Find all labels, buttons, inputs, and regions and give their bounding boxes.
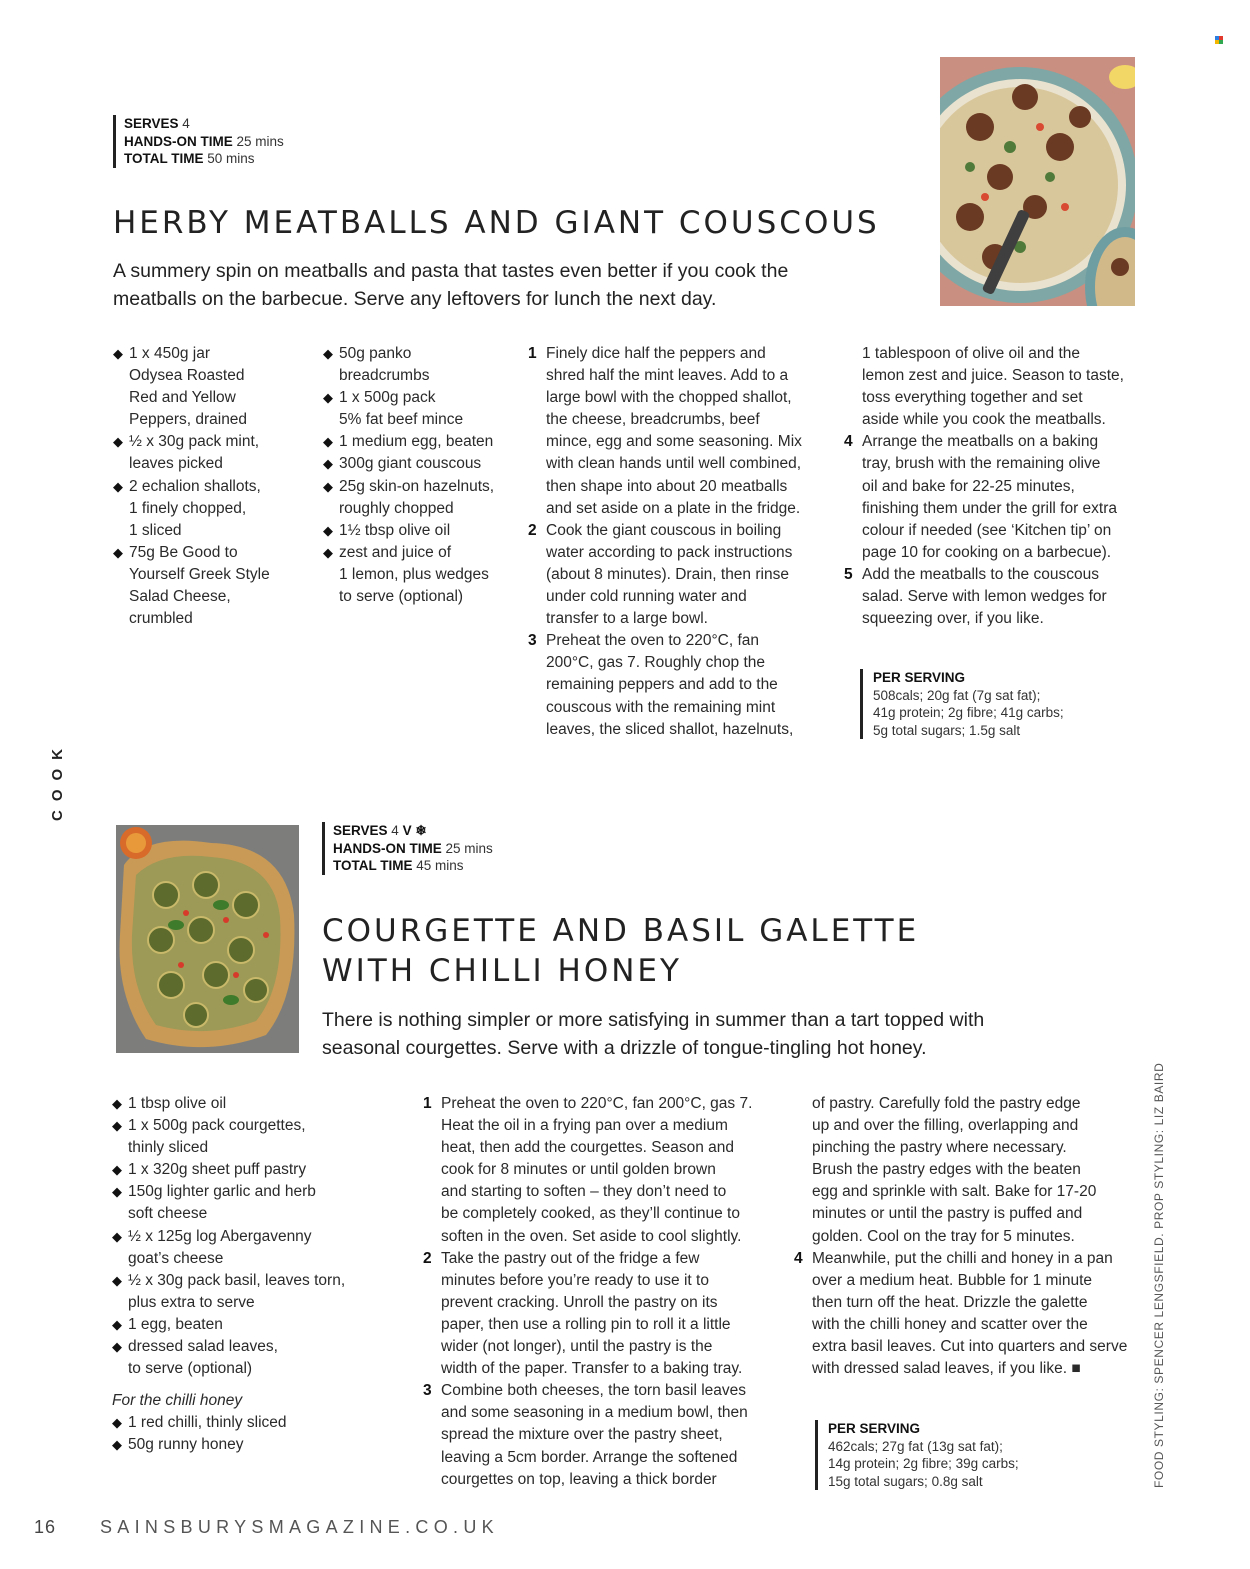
text-line: toss everything together and set — [862, 389, 1083, 407]
ingredient-item — [112, 1226, 402, 1270]
title-line: COURGETTE AND BASIL GALETTE — [322, 913, 920, 949]
ingredient-item — [112, 1093, 402, 1115]
bullet-icon: ◆ — [323, 456, 333, 472]
recipe1-ingredients-a — [113, 343, 313, 630]
ingredient-item — [112, 1115, 402, 1159]
text-line: paper, then use a rolling pin to roll it a little — [441, 1315, 731, 1333]
ingredient-item — [113, 476, 313, 542]
text-line: Preheat the oven to 220°C, fan 200°C, gas 7. — [441, 1095, 753, 1112]
intro-line: meatballs on the barbecue. Serve any leftovers for lunch the next day. — [113, 288, 717, 310]
total-value: 50 mins — [207, 151, 255, 166]
recipe2-meta — [322, 822, 582, 875]
per-serving-label: PER SERVING — [873, 670, 966, 685]
recipe1-meta — [113, 115, 373, 168]
text-line: colour if needed (see ‘Kitchen tip’ on — [862, 521, 1112, 539]
ingredient-item — [323, 431, 523, 453]
bullet-icon: ◆ — [323, 544, 333, 560]
method-step — [528, 343, 838, 520]
corner-mark — [1215, 31, 1223, 39]
text-line: salad. Serve with lemon wedges for — [862, 588, 1107, 606]
ingredient-item — [323, 343, 523, 387]
recipe1-method-b — [844, 343, 1154, 630]
text-line: shred half the mint leaves. Add to a — [546, 367, 789, 385]
text-line: and starting to soften – they don’t need to — [441, 1183, 727, 1201]
text-line: 300g giant couscous — [339, 455, 482, 473]
recipe1-method-a — [528, 343, 838, 741]
bullet-icon: ◆ — [112, 1339, 122, 1355]
serves-value: 4 — [182, 116, 190, 131]
per-serving-line: 41g protein; 2g fibre; 41g carbs; — [873, 705, 1064, 720]
text-line: 75g Be Good to — [129, 543, 238, 561]
text-line: Red and Yellow — [129, 389, 236, 407]
text-line: pinching the pastry where necessary. — [812, 1139, 1067, 1157]
text-line: tray, brush with the remaining olive — [862, 455, 1101, 473]
text-line: leaves, the sliced shallot, hazelnuts, — [546, 720, 794, 738]
bullet-icon: ◆ — [113, 544, 123, 560]
text-line: then shape into about 20 meatballs — [546, 477, 788, 495]
intro-line: There is nothing simpler or more satisfying in summer than a tart topped with — [322, 1009, 985, 1031]
ingredient-item — [323, 520, 523, 542]
intro-line: seasonal courgettes. Serve with a drizzle of tongue-tingling hot honey. — [322, 1037, 927, 1059]
step-number: 1 — [528, 345, 537, 362]
text-line: to serve (optional) — [128, 1360, 253, 1378]
step-number: 4 — [794, 1249, 803, 1267]
text-line: Heat the oil in a frying pan over a medium — [441, 1117, 728, 1135]
ingredient-item — [323, 542, 523, 608]
bullet-icon: ◆ — [323, 346, 333, 361]
step-number: 1 — [423, 1095, 432, 1112]
bullet-icon: ◆ — [112, 1162, 122, 1178]
text-line: leaving a 5cm border. Arrange the softened — [441, 1448, 738, 1466]
handson-label: HANDS-ON TIME — [124, 133, 233, 149]
text-line: remaining peppers and add to the — [546, 676, 778, 694]
text-line: Combine both cheeses, the torn basil leaves — [441, 1382, 747, 1400]
text-line: mince, egg and some seasoning. Mix — [546, 433, 802, 451]
per-serving-line: 462cals; 27g fat (13g sat fat); — [828, 1438, 1003, 1454]
text-line: up and over the filling, overlapping and — [812, 1117, 1079, 1135]
text-line: egg and sprinkle with salt. Bake for 17-20 — [812, 1183, 1097, 1201]
ingredient-item — [113, 343, 313, 431]
text-line: extra basil leaves. Cut into quarters and serve — [812, 1338, 1128, 1356]
text-line: 1 tablespoon of olive oil and the — [862, 345, 1081, 362]
text-line: 150g lighter garlic and herb — [128, 1183, 316, 1201]
text-line: over a medium heat. Bubble for 1 minute — [812, 1271, 1093, 1289]
ingredient-item — [112, 1412, 402, 1434]
recipe2-per-serving — [815, 1420, 1085, 1490]
text-line: 25g skin-on hazelnuts, — [339, 477, 495, 495]
text-line: Preheat the oven to 220°C, fan — [546, 632, 760, 650]
ingredient-item — [323, 387, 523, 431]
text-line: large bowl with the chopped shallot, — [546, 389, 792, 407]
text-line: 1 x 320g sheet puff pastry — [128, 1161, 307, 1179]
text-line: leaves picked — [129, 455, 223, 473]
text-line: 1 lemon, plus wedges — [339, 565, 489, 583]
text-line: Arrange the meatballs on a baking — [862, 433, 1099, 451]
text-line: golden. Cool on the tray for 5 minutes. — [812, 1227, 1075, 1245]
text-line: 50g runny honey — [128, 1436, 244, 1454]
method-step — [528, 630, 838, 740]
ingredient-item — [112, 1314, 402, 1336]
text-line: 200°C, gas 7. Roughly chop the — [546, 654, 766, 672]
text-line: thinly sliced — [128, 1139, 209, 1157]
text-line: squeezing over, if you like. — [862, 610, 1044, 628]
recipe1-ingredients-b — [323, 343, 523, 608]
text-line: be completely cooked, as they’ll continue to — [441, 1205, 740, 1223]
method-step — [844, 431, 1154, 564]
text-line: Yourself Greek Style — [129, 565, 270, 583]
ingredient-item — [112, 1270, 402, 1314]
text-line: 1 x 450g jar — [129, 345, 210, 362]
text-line: prevent cracking. Unroll the pastry on its — [441, 1293, 718, 1311]
chilli-honey-subheading: For the chilli honey — [112, 1392, 243, 1410]
text-line: 1 finely chopped, — [129, 499, 247, 517]
bullet-icon: ◆ — [323, 434, 333, 450]
text-line: the cheese, breadcrumbs, beef — [546, 411, 760, 429]
text-line: (about 8 minutes). Drain, then rinse — [546, 565, 789, 583]
text-line: with dressed salad leaves, if you like. ■ — [812, 1360, 1081, 1378]
text-line: ½ x 30g pack mint, — [129, 433, 260, 451]
handson-value: 25 mins — [236, 133, 284, 149]
text-line: Cook the giant couscous in boiling — [546, 521, 782, 539]
text-line: soften in the oven. Set aside to cool slightly. — [441, 1227, 742, 1245]
method-step — [423, 1248, 783, 1381]
text-line: 5% fat beef mince — [339, 411, 464, 429]
text-line: 1½ tbsp olive oil — [339, 521, 451, 539]
total-label: TOTAL TIME — [124, 151, 204, 166]
step-number: 3 — [528, 632, 537, 650]
text-line: minutes before you’re ready to use it to — [441, 1271, 709, 1289]
intro-line: A summery spin on meatballs and pasta that tastes even better if you cook the — [113, 260, 789, 282]
text-line: to serve (optional) — [339, 588, 464, 606]
bullet-icon: ◆ — [323, 478, 333, 494]
bullet-icon: ◆ — [113, 346, 123, 361]
ingredient-item — [112, 1159, 402, 1181]
text-line: Brush the pastry edges with the beaten — [812, 1161, 1081, 1179]
text-line: water according to pack instructions — [546, 543, 793, 561]
text-line: 2 echalion shallots, — [129, 477, 261, 495]
bullet-icon: ◆ — [113, 478, 123, 494]
ingredient-item — [323, 476, 523, 520]
text-line: 1 medium egg, beaten — [339, 433, 494, 451]
text-line: ½ x 125g log Abergavenny — [128, 1227, 312, 1245]
text-line: aside while you cook the meatballs. — [862, 411, 1106, 429]
text-line: and some seasoning in a medium bowl, then — [441, 1404, 748, 1422]
text-line: zest and juice of — [339, 543, 452, 561]
text-line: minutes or until the pastry is puffed and — [812, 1205, 1083, 1223]
bullet-icon: ◆ — [112, 1228, 122, 1244]
ingredient-item — [112, 1336, 402, 1380]
step-number: 4 — [844, 433, 853, 451]
per-serving-line: 14g protein; 2g fibre; 39g carbs; — [828, 1456, 1019, 1471]
text-line: Add the meatballs to the couscous — [862, 565, 1099, 583]
ingredient-item — [323, 453, 523, 475]
text-line: and set aside on a plate in the fridge. — [546, 499, 801, 517]
method-step — [528, 520, 838, 630]
text-line: goat’s cheese — [128, 1249, 224, 1267]
bullet-icon: ◆ — [112, 1184, 122, 1200]
method-step — [794, 1248, 1144, 1381]
text-line: Salad Cheese, — [129, 588, 231, 606]
text-line: ½ x 30g pack basil, leaves torn, — [128, 1271, 346, 1289]
recipe1-per-serving — [860, 669, 1130, 739]
recipe2-method-a — [423, 1093, 783, 1491]
text-line: 1 egg, beaten — [128, 1315, 223, 1333]
text-line: Finely dice half the peppers and — [546, 345, 766, 362]
recipe2-method-b — [794, 1093, 1144, 1380]
text-line: spread the mixture over the pastry sheet, — [441, 1426, 723, 1444]
text-line: 1 red chilli, thinly sliced — [128, 1414, 287, 1432]
recipe1-title: HERBY MEATBALLS AND GIANT COUSCOUS — [113, 205, 880, 241]
photo-credit: FOOD STYLING: SPENCER LENGSFIELD. PROP STYLING: LIZ BAIRD — [1152, 1062, 1166, 1488]
bullet-icon: ◆ — [113, 434, 123, 450]
method-step — [423, 1380, 783, 1490]
text-line: 1 sliced — [129, 521, 182, 539]
text-line: then turn off the heat. Drizzle the galette — [812, 1293, 1088, 1311]
dietary-badges: V ❄ — [402, 823, 427, 838]
total-value: 45 mins — [416, 858, 464, 873]
total-label: TOTAL TIME — [333, 858, 413, 873]
step-number: 5 — [844, 565, 853, 583]
serves-label: SERVES — [124, 116, 179, 131]
text-line: 1 x 500g pack courgettes, — [128, 1117, 306, 1135]
ingredient-item — [112, 1181, 402, 1225]
recipe2-title — [322, 911, 919, 991]
text-line: couscous with the remaining mint — [546, 698, 776, 716]
galette-photo — [116, 825, 299, 1053]
text-line: heat, then add the courgettes. Season and — [441, 1139, 735, 1157]
site-url[interactable]: SAINSBURYSMAGAZINE.CO.UK — [100, 1517, 499, 1537]
method-step — [423, 1093, 783, 1248]
step-number: 2 — [528, 521, 537, 539]
bullet-icon: ◆ — [112, 1096, 122, 1111]
text-line: Peppers, drained — [129, 411, 248, 429]
ingredient-item — [113, 431, 313, 475]
title-line: WITH CHILLI HONEY — [322, 953, 682, 989]
ingredient-item — [112, 1434, 402, 1456]
text-line: finishing them under the grill for extra — [862, 499, 1118, 517]
bullet-icon: ◆ — [112, 1437, 122, 1453]
page-number: 16 — [34, 1517, 57, 1537]
text-line: of pastry. Carefully fold the pastry edge — [812, 1095, 1081, 1112]
step-number: 3 — [423, 1382, 432, 1400]
method-step — [844, 564, 1154, 630]
text-line: with the chilli honey and scatter over the — [812, 1315, 1088, 1333]
text-line: Take the pastry out of the fridge a few — [441, 1249, 700, 1267]
text-line: cook for 8 minutes or until golden brown — [441, 1161, 716, 1179]
recipe1-intro — [113, 257, 923, 313]
per-serving-line: 5g total sugars; 1.5g salt — [873, 722, 1021, 738]
bullet-icon: ◆ — [112, 1118, 122, 1134]
text-line: oil and bake for 22-25 minutes, — [862, 477, 1075, 495]
ingredient-item — [113, 542, 313, 630]
handson-label: HANDS-ON TIME — [333, 840, 442, 856]
text-line: breadcrumbs — [339, 367, 430, 385]
text-line: transfer to a large bowl. — [546, 610, 708, 628]
per-serving-line: 508cals; 20g fat (7g sat fat); — [873, 687, 1041, 703]
handson-value: 25 mins — [445, 840, 493, 856]
text-line: lemon zest and juice. Season to taste, — [862, 367, 1124, 385]
recipe2-intro — [322, 1006, 1122, 1062]
bullet-icon: ◆ — [112, 1316, 122, 1332]
text-line: soft cheese — [128, 1205, 208, 1223]
bullet-icon: ◆ — [323, 390, 333, 406]
text-line: with clean hands until well combined, — [546, 455, 802, 473]
text-line: 50g panko — [339, 345, 412, 362]
text-line: Meanwhile, put the chilli and honey in a pan — [812, 1249, 1113, 1267]
step-number: 2 — [423, 1249, 432, 1267]
bullet-icon: ◆ — [323, 522, 333, 538]
bullet-icon: ◆ — [112, 1415, 122, 1431]
bullet-icon: ◆ — [112, 1272, 122, 1288]
text-line: width of the paper. Transfer to a baking tray. — [441, 1360, 743, 1378]
text-line: wider (not longer), until the pastry is the — [441, 1338, 713, 1356]
serves-label: SERVES — [333, 823, 388, 838]
text-line: 1 tbsp olive oil — [128, 1095, 227, 1112]
section-label-cook: COOK — [49, 740, 66, 821]
text-line: crumbled — [129, 610, 193, 628]
text-line: 1 x 500g pack — [339, 389, 436, 407]
per-serving-label: PER SERVING — [828, 1421, 921, 1436]
text-line: dressed salad leaves, — [128, 1338, 278, 1356]
text-line: roughly chopped — [339, 499, 454, 517]
meatballs-photo — [940, 57, 1135, 306]
text-line: under cold running water and — [546, 588, 747, 606]
serves-value: 4 — [391, 823, 399, 838]
recipe2-ingredients — [112, 1093, 402, 1457]
per-serving-line: 15g total sugars; 0.8g salt — [828, 1473, 983, 1489]
text-line: courgettes on top, leaving a thick border — [441, 1470, 717, 1488]
text-line: plus extra to serve — [128, 1293, 255, 1311]
text-line: page 10 for cooking on a barbecue). — [862, 543, 1112, 561]
text-line: Odysea Roasted — [129, 367, 245, 385]
